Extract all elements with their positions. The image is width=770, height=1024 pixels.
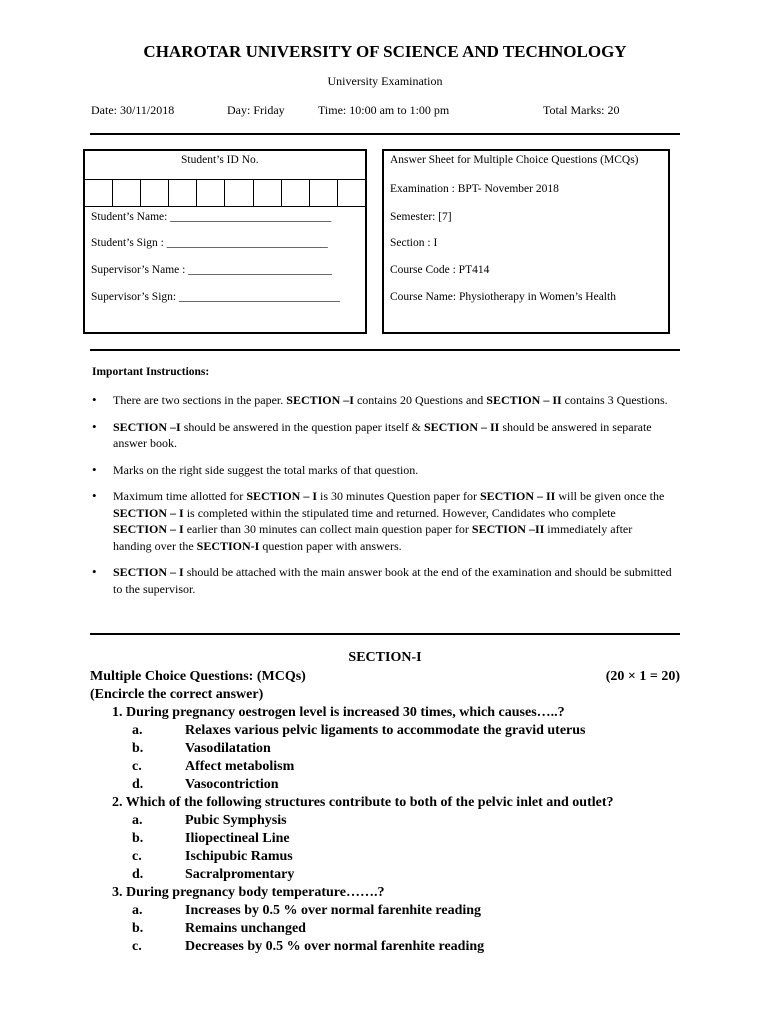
instructions-list xyxy=(92,392,672,607)
option-letter: a. xyxy=(132,813,143,828)
option-text: Vasodilatation xyxy=(185,741,271,756)
exam-type: University Examination xyxy=(327,74,443,88)
student-id-grid[interactable] xyxy=(85,179,365,207)
section-info: Section : I xyxy=(390,237,438,249)
instruction-item: • SECTION – I should be attached with the main answer book at the end of the examination and should be submitted to the supervisor. xyxy=(92,564,672,597)
option-letter: b. xyxy=(132,831,144,846)
option-text: Sacralpromentary xyxy=(185,867,295,882)
instruction-item: • There are two sections in the paper. SECTION –I contains 20 Questions and SECTION – II contains 3 Questions. xyxy=(92,392,672,409)
option-letter: c. xyxy=(132,849,142,864)
option-letter: b. xyxy=(132,741,144,756)
university-title: CHAROTAR UNIVERSITY OF SCIENCE AND TECHNOLOGY xyxy=(143,42,627,61)
option-letter: a. xyxy=(132,903,143,918)
exam-day: Day: Friday xyxy=(227,103,285,117)
instruction-item: • Marks on the right side suggest the total marks of that question. xyxy=(92,462,672,479)
option-text: Iliopectineal Line xyxy=(185,831,290,846)
answer-sheet-title: Answer Sheet for Multiple Choice Questions (MCQs) xyxy=(390,154,639,166)
question-3: 3. During pregnancy body temperature…….? xyxy=(112,885,385,900)
option[interactable] xyxy=(90,740,680,758)
header-divider xyxy=(90,133,680,135)
instructions-heading: Important Instructions: xyxy=(92,366,210,378)
instruction-item: • SECTION –I should be answered in the question paper itself & SECTION – II should be answered in separate answer book. xyxy=(92,419,672,452)
instructions-divider xyxy=(90,349,680,351)
option[interactable] xyxy=(90,758,680,776)
option[interactable] xyxy=(90,902,680,920)
student-name-field[interactable]: Student’s Name: ____________________________ xyxy=(91,211,332,223)
supervisor-name-field[interactable]: Supervisor’s Name : _________________________ xyxy=(91,264,332,276)
student-sign-field[interactable]: Student’s Sign : ____________________________ xyxy=(91,237,328,249)
option[interactable] xyxy=(90,776,680,794)
exam-time: Time: 10:00 am to 1:00 pm xyxy=(318,103,450,117)
option[interactable] xyxy=(90,920,680,938)
option-letter: c. xyxy=(132,759,142,774)
total-marks: Total Marks: 20 xyxy=(543,103,620,117)
option[interactable] xyxy=(90,830,680,848)
option[interactable] xyxy=(90,938,680,956)
course-code: Course Code : PT414 xyxy=(390,264,490,276)
option-text: Relaxes various pelvic ligaments to accommodate the gravid uterus xyxy=(185,723,586,738)
answer-sheet-box xyxy=(382,149,670,334)
semester-info: Semester: [7] xyxy=(390,211,452,223)
question-2: 2. Which of the following structures contribute to both of the pelvic inlet and outlet? xyxy=(112,795,614,810)
course-name: Course Name: Physiotherapy in Women’s Health xyxy=(390,291,616,303)
examination-info: Examination : BPT- November 2018 xyxy=(390,183,559,195)
student-info-box xyxy=(83,149,367,334)
option[interactable] xyxy=(90,848,680,866)
option-text: Affect metabolism xyxy=(185,759,295,774)
exam-date: Date: 30/11/2018 xyxy=(91,103,175,117)
option-text: Decreases by 0.5 % over normal farenhite reading xyxy=(185,939,485,954)
option-text: Increases by 0.5 % over normal farenhite reading xyxy=(185,903,482,918)
section-divider xyxy=(90,633,680,635)
option-text: Pubic Symphysis xyxy=(185,813,287,828)
option-letter: a. xyxy=(132,723,143,738)
option[interactable] xyxy=(90,812,680,830)
instruction-item: • Maximum time allotted for SECTION – I is 30 minutes Question paper for SECTION – II will be given once the SECTION – I is completed within the stipulated time and returned. However, Candidates who complete SECTION – I earlier than 30 minutes can collect main question paper for SECTION –II immediately after handing over the SECTION-I question paper with answers. xyxy=(92,488,672,554)
section-heading: SECTION-I xyxy=(348,650,422,665)
option[interactable] xyxy=(90,722,680,740)
option-text: Remains unchanged xyxy=(185,921,306,936)
option-letter: d. xyxy=(132,867,144,882)
option-letter: d. xyxy=(132,777,144,792)
student-id-label: Student’s ID No. xyxy=(181,154,259,166)
option-text: Ischipubic Ramus xyxy=(185,849,293,864)
mcq-section xyxy=(90,668,680,956)
option-letter: c. xyxy=(132,939,142,954)
mcq-note: (Encircle the correct answer) xyxy=(90,687,264,702)
mcq-marks: (20 × 1 = 20) xyxy=(605,669,680,684)
supervisor-sign-field[interactable]: Supervisor’s Sign: ____________________________ xyxy=(91,291,340,303)
option[interactable] xyxy=(90,866,680,884)
mcq-label: Multiple Choice Questions: (MCQs) xyxy=(90,669,306,684)
question-1: 1. During pregnancy oestrogen level is increased 30 times, which causes…..? xyxy=(112,705,565,720)
option-letter: b. xyxy=(132,921,144,936)
option-text: Vasocontriction xyxy=(185,777,279,792)
